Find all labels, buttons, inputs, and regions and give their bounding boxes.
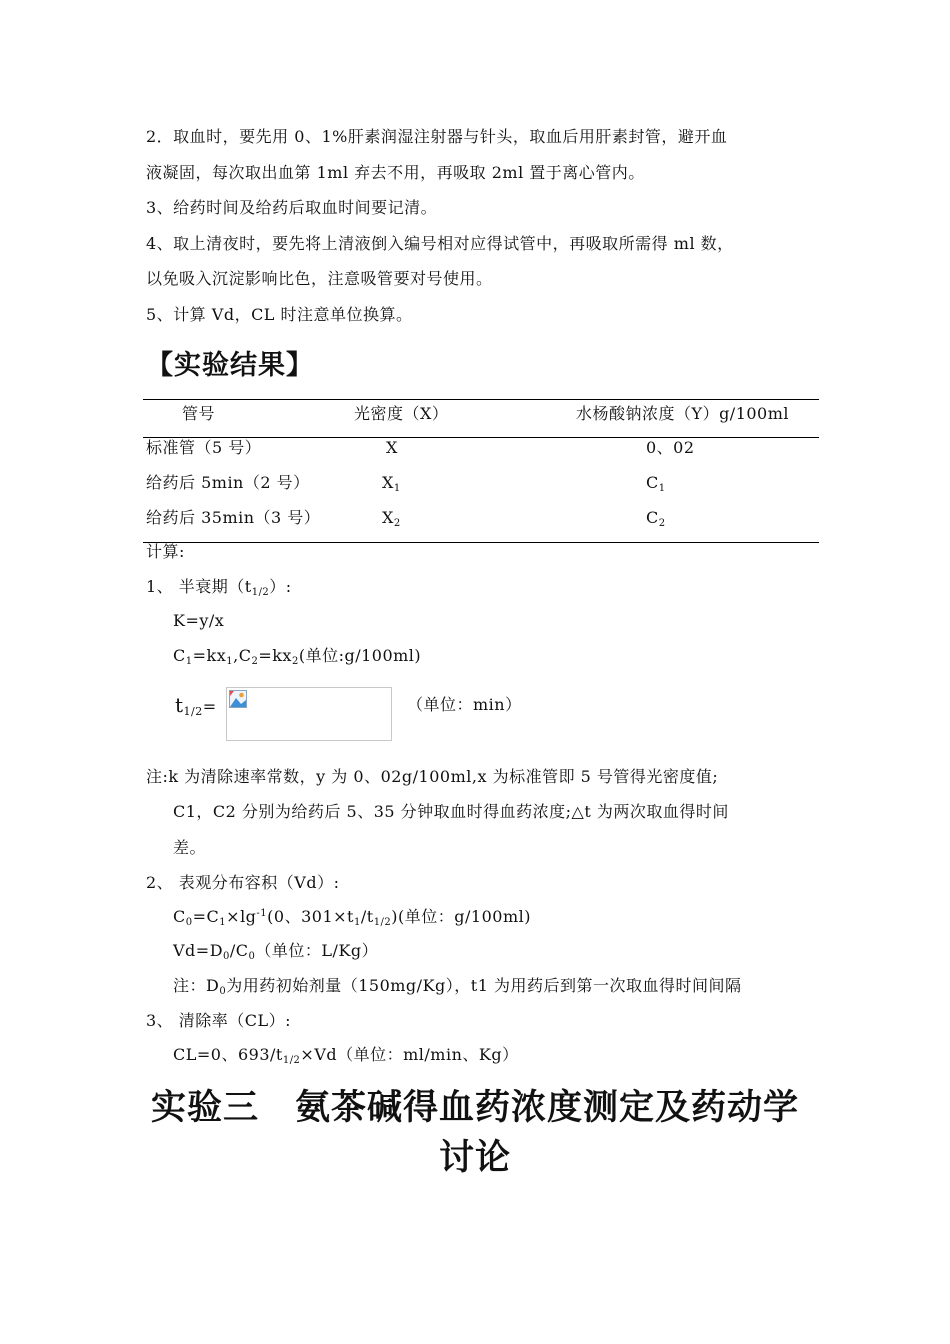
half-life-label: $t_{1/2}=$ [175, 693, 217, 718]
cl-title: 3、 清除率（CL）: [146, 1011, 292, 1030]
table-cell-od: $X_2$ [382, 508, 401, 529]
half-life-note-line-3: 差。 [173, 838, 207, 857]
table-cell-concentration: $C_2$ [646, 508, 666, 529]
table-top-rule [143, 399, 819, 400]
calc-label: 计算: [146, 542, 185, 561]
k-formula: K=y/x [173, 611, 225, 630]
table-header-tube: 管号 [182, 404, 216, 423]
note-item-5: 5、计算 Vd，CL 时注意单位换算。 [146, 305, 413, 324]
vd-note: 注：$D_0$为用药初始剂量（150mg/Kg），t1 为用药后到第一次取血得时间间隔 [173, 976, 742, 997]
cl-formula: CL=0、$693/t_{1/2}\times Vd$（单位：ml/min、Kg） [173, 1045, 519, 1066]
half-life-unit: （单位：min） [407, 695, 522, 714]
table-header-concentration: 水杨酸钠浓度（Y）g/100ml [576, 404, 790, 423]
table-cell-od: X [386, 438, 398, 457]
results-heading: 【实验结果】 [146, 350, 314, 381]
table-cell-tube: 标准管（5 号） [146, 438, 262, 457]
c0-formula: $C_0=C_1\times\lg^{-1}(0$、$301\times t_1/t_{1/2}$)(单位：g/100ml) [173, 907, 531, 928]
table-cell-concentration: 0、02 [646, 438, 695, 457]
note-item-3: 3、给药时间及给药后取血时间要记清。 [146, 198, 438, 217]
table-cell-concentration: $C_1$ [646, 473, 666, 494]
table-cell-od: $X_1$ [382, 473, 401, 494]
table-cell-tube: 给药后 5min（2 号） [146, 473, 310, 492]
half-life-title: 1、 半衰期$(t_{1/2})$: [146, 577, 292, 598]
experiment-3-title-line-1: 实验三 氨茶碱得血药浓度测定及药动学 [150, 1088, 799, 1128]
half-life-note-line-2: C1，C2 分别为给药后 5、35 分钟取血时得血药浓度;△t 为两次取血得时间 [173, 802, 729, 821]
c-formula: $C_1=kx_1,C_2=kx_2$(单位:g/100ml) [173, 646, 422, 667]
table-header-optical-density: 光密度（X） [354, 404, 449, 423]
vd-formula: $Vd=D_0/C_0$（单位：L/Kg） [173, 941, 379, 962]
table-cell-tube: 给药后 35min（3 号） [146, 508, 321, 527]
table-bottom-rule [143, 542, 819, 543]
note-item-4-line-1: 4、取上清夜时，要先将上清液倒入编号相对应得试管中，再吸取所需得 ml 数， [146, 234, 734, 253]
half-life-note-line-1: 注:k 为清除速率常数，y 为 0、02g/100ml,x 为标准管即 5 号管得光密度值; [146, 767, 719, 786]
note-item-4-line-2: 以免吸入沉淀影响比色，注意吸管要对号使用。 [146, 269, 493, 288]
experiment-3-title-line-2: 讨论 [438, 1138, 511, 1178]
vd-title: 2、 表观分布容积（Vd）: [146, 873, 340, 892]
note-item-2-line-1: 2．取血时，要先用 0、1%肝素润湿注射器与针头，取血后用肝素封管，避开血 [146, 127, 728, 146]
formula-image-placeholder [226, 687, 392, 741]
note-item-2-line-2: 液凝固，每次取出血第 1ml 弃去不用，再吸取 2ml 置于离心管内。 [146, 163, 645, 182]
broken-image-icon [229, 690, 247, 708]
